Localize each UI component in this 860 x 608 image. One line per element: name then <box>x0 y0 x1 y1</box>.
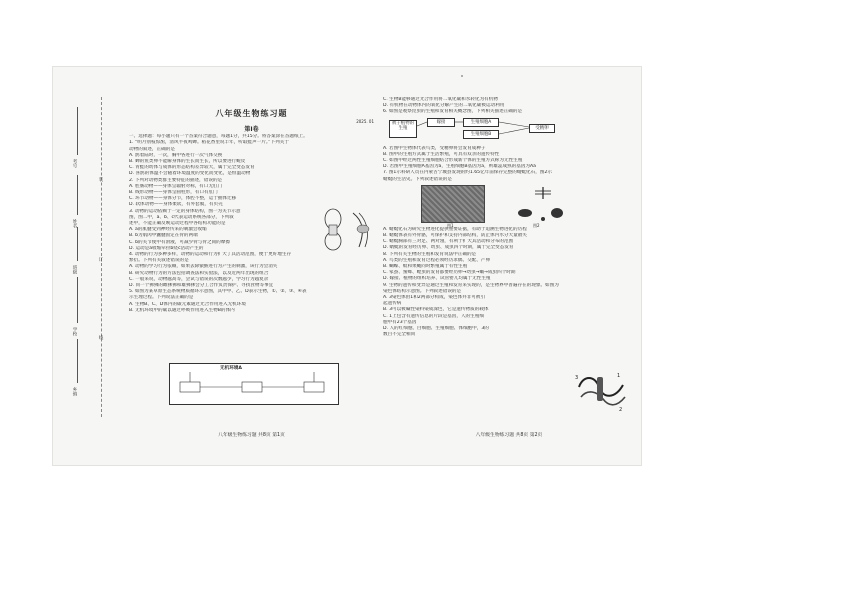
figure-two-label: 图2 <box>533 222 540 228</box>
question-line: D. 若图中生殖细胞A基因为a，生殖细胞B基因为a，则雄蕊成熟的基因为Aa <box>383 164 536 170</box>
page-one-footer: 八年级生物练习题 共8页 第1页 <box>218 433 285 438</box>
question-line: 蜻蜓的生活史。下列叙述错误的是 <box>383 176 452 182</box>
question-line: 4. 动物的行为多种多样，动物的运动和行为扩大了其活动范围，便于更好地生存 <box>129 252 292 258</box>
question-line: D. 运动是a收缩牵拉b绕c活动产生的 <box>129 245 204 251</box>
scan-speck <box>461 75 463 77</box>
question-line: 繁衍。下列有关叙述错误的是 <box>129 258 189 264</box>
binding-label-exam-no: 考号 <box>72 159 77 168</box>
carbon-cycle-diagram <box>169 363 339 405</box>
question-line: B. 无机环境中的碳以通过呼吸作用进入生物B的体内 <box>129 307 235 313</box>
question-line: A. 鹊着陆时，一次，胸中各进行一次气体交换 <box>129 152 223 158</box>
binding-label-school: 学校 <box>72 327 77 336</box>
binding-mark-ding: 订 <box>98 257 103 262</box>
concept-node-cell-b: 生殖细胞B <box>463 130 499 139</box>
concept-node-cell-a: 生殖细胞A <box>463 118 499 127</box>
question-lines-page-two-mid <box>383 146 635 183</box>
question-line: C. 生物B能够通过光合作用将二氧化碳和水转化为有机物 <box>383 97 498 102</box>
figure-one-label: 图1 <box>447 222 454 228</box>
exam-sheet <box>52 66 642 466</box>
question-line: B. 蝴蝶、蚊和果蝇同时繁殖属于有性生殖 <box>383 264 468 270</box>
concept-node-zygote: 受精卵 <box>529 124 555 133</box>
binding-strip <box>57 67 115 465</box>
question-line: A. a的肌腱受到神经传来的刺激会收缩 <box>129 227 207 233</box>
town-field <box>77 339 78 383</box>
question-line: A. 若图中生物体代表鸟类，受精卵将会发育成种子 <box>383 145 486 151</box>
question-line: 胞中有23个基因 <box>383 319 417 325</box>
question-line: C. b的关节使中有滑液，可减少骨与骨之间的摩擦 <box>129 239 230 245</box>
question-line: C. 蜻蜓胸部有三对足、两对翅，有利于扩大其活动和分布的范围 <box>383 239 514 245</box>
dragonfly-figures <box>383 183 635 227</box>
question-line: C. 一般来说，动物越高等，尝试与错误的次数越少，学习行为越复杂 <box>129 276 269 282</box>
chromosome-label-2: 2 <box>619 407 623 413</box>
concept-node-grafting: 嫁接 <box>427 118 455 127</box>
page-one <box>129 67 374 438</box>
chromosome-label-1: 1 <box>617 373 621 379</box>
question-line: C. 环节动物——身体分节，体腔不整，运于抽体迁移 <box>129 196 237 202</box>
question-line: B. 研究动物行为的方法包括调查法和实验法，以及近两年出现的组合 <box>129 270 269 276</box>
question-lines-page-two-top <box>383 97 635 116</box>
question-line: 8. 下列有关生物的生殖和发育说法中正确的是 <box>383 251 477 257</box>
question-line: 7. 图1示科研人员在内蒙古宁城县发现的约1.65亿年前保存完整的蜻蜓化石，图2示 <box>383 170 552 176</box>
question-line: B. 蜻蜓体表有外骨骼，可保护和支持内部结构，防止体内水分大量散失 <box>383 233 527 239</box>
binding-label-name: 姓名 <box>72 219 77 228</box>
question-line: 数目不完全相同 <box>383 332 416 338</box>
question-line: B. 3可以被碱性染料染成深色，它是遗传物质的载体 <box>383 307 489 313</box>
question-line: B. 图中的生殖方式属于生活繁殖，可具有双亲的遗传特性 <box>383 151 500 157</box>
question-line: 9. 生物的遗传和变异是通过生殖和发育来实现的，是生物界中普遍存在的现象。如图为 <box>383 282 559 288</box>
question-line: 动物的叙述，正确的是 <box>129 146 175 152</box>
exam-no-field <box>77 107 78 155</box>
joint-diagram <box>319 207 375 253</box>
question-line: B. 线形动物——身体呈圆柱形，有口有肛门 <box>129 190 218 196</box>
question-line: 一、选择题：每小题只有一个答案符合题意，每题1分，共15分。将答案涂在答题纸上。 <box>129 134 308 140</box>
binding-mark-zhuang: 装 <box>98 177 103 182</box>
question-line: C. 如图中经过两性生殖细胞结合形成新个体的生殖方式称为无性生殖 <box>383 158 523 164</box>
question-line: D. 蜻蜓的发育经历卵、幼虫、成虫四个时期，属于完全变态发育 <box>383 245 514 251</box>
binding-mark-xian: 线 <box>98 335 103 340</box>
inorganic-env-label: 无机环境A <box>220 366 242 371</box>
exam-date: 2025. 01 <box>356 119 374 124</box>
question-line: 6. 如图是观察昆虫的生殖和发育相关概念图，下列相关描述正确的是 <box>383 109 523 115</box>
question-line: D. 喜鹊的体温不会随着环境温度的变化而变化，是恒温动物 <box>129 171 251 177</box>
question-line: 5. 如图为某草原生态系统物质循环示意图，其中甲、乙、D表示生物，①、②、③、④表 <box>129 289 307 295</box>
question-line: 示生理过程。下列说法正确的是 <box>129 295 194 301</box>
question-line: B. b为肌肉中囊腱固定在骨的两端 <box>129 233 198 239</box>
name-field <box>77 175 78 215</box>
binding-label-class: 班级 <box>72 265 77 274</box>
page-two <box>383 67 635 438</box>
question-line: 3. 动物的运动依赖于一定的身体结构，图一为关节示意 <box>129 208 241 214</box>
question-line: 起遗传病 <box>383 301 402 307</box>
question-line: C. 1上包含有遗传信息的片段是基因，人的生殖细 <box>383 313 484 319</box>
concept-map <box>383 116 635 146</box>
question-line: D. 嫁接、植物的组织培养、试管婴儿均属于无性生殖 <box>383 276 491 282</box>
question-line: D. 人的红细胞、白细胞、生殖细胞、体细胞中，3的 <box>383 326 489 332</box>
question-line: A. 鸟类的生殖和发育过程必须经历求偶、交配、产卵 <box>383 257 491 263</box>
question-line: 1. “明月别枝惊鹊，清风半夜鸣蝉。稻花香里说丰年，听取蛙声一片。”下列关于 <box>129 140 289 146</box>
section-heading: 第Ⅰ卷 <box>244 126 259 134</box>
chromosome-diagram <box>573 367 631 413</box>
question-line: D. 有机物在动物体内的氧化分解产生的二氧化碳被运动利用 <box>383 103 505 109</box>
dragonfly-lifecycle-diagram <box>513 183 573 225</box>
question-line: C. 家蚕、蜜蜂、蝗虫的发育都要经历卵→幼虫→蛹→成虫四个时期 <box>383 270 516 276</box>
question-line: D. 同一个狒狒的雌狒狒和雄狒狒会分工合作负责保护、寻找食物等事宜 <box>129 283 274 289</box>
chromosome-label-3: 3 <box>575 375 579 381</box>
dragonfly-fossil-photo <box>421 185 485 223</box>
question-line: C. 青蛙的幼体与成体的形态结构差异较大，属于完全变态发育 <box>129 165 255 171</box>
question-line: D. 软体动物——身体柔软，有外套膜，有贝壳 <box>129 202 223 208</box>
binding-label-town: 乡镇 <box>72 387 77 396</box>
concept-root: 被子植物的生殖 <box>389 120 417 138</box>
exam-title: 八年级生物练习题 <box>215 109 288 118</box>
question-line: 述中，不能正确反映运动过程中各结构功能的是 <box>129 221 226 227</box>
question-line: 图，图二中，a、b、c代表运动系统各部分，下列叙 <box>129 214 234 220</box>
question-line: B. 蝉的鱼类卵不能解身体的生长而生长，所以要进行蜕皮 <box>129 159 246 165</box>
question-line: 染色体结构示意图。下列叙述错误的是 <box>383 288 462 294</box>
question-line: A. 蜻蜓化石为研究生物进化提供重要证据，有助于追溯生物进化的历程 <box>383 226 527 232</box>
question-lines-page-two-low <box>383 227 635 339</box>
question-line: 2. 下列对动物类群主要特征的描述，错误的是 <box>129 177 223 183</box>
question-line: A. 3染色体由1和2两部分构成，染色体并非可被引 <box>383 295 486 301</box>
question-line: A. 腔肠动物——身体呈辐射对称，有口无肛门 <box>129 183 223 189</box>
question-line: A. 生物B、C、D体内的碳元素通过光合作用进入无机环境 <box>129 301 246 307</box>
page-two-footer: 八年级生物练习题 共8页 第2页 <box>475 433 543 438</box>
question-line: A. 动物的学习行为依赖，如果去除猿猴进行为产生的刺激，该行为会消失 <box>129 264 278 270</box>
school-field <box>77 277 78 323</box>
class-field <box>77 227 78 261</box>
